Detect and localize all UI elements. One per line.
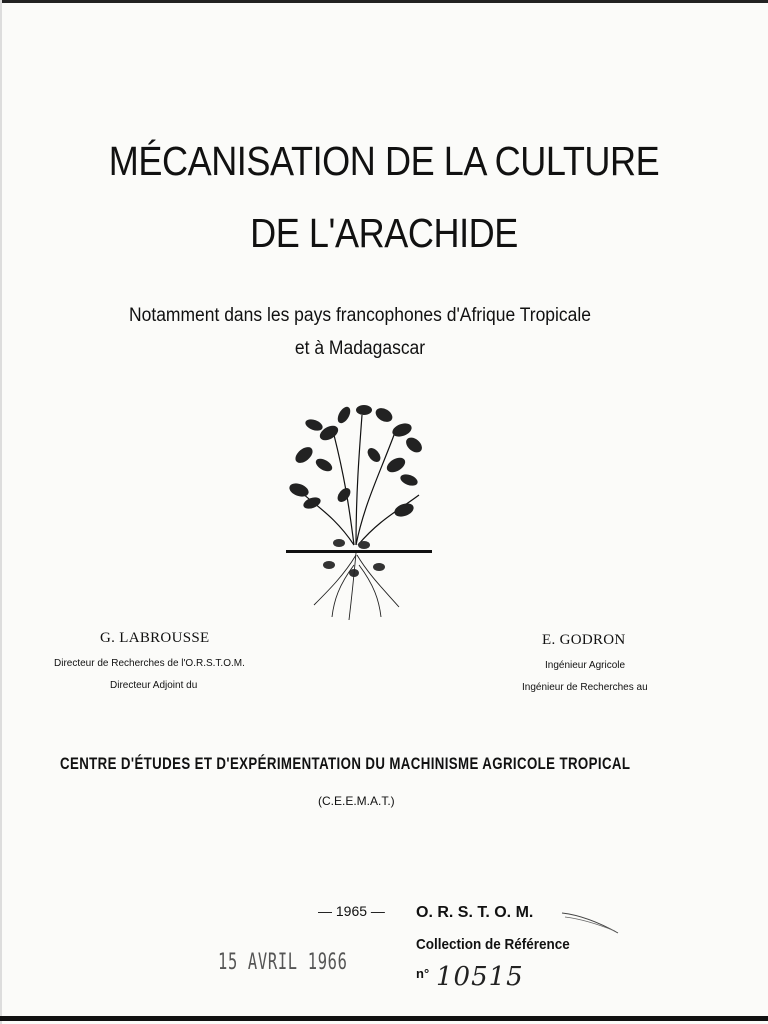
pen-stroke-icon: [560, 905, 620, 935]
author-role-godron-2: Ingénieur de Recherches au: [522, 682, 648, 693]
bottom-border: [0, 1016, 768, 1021]
author-name-godron: E. GODRON: [542, 632, 626, 648]
left-edge: [0, 0, 2, 1024]
institution-acronym: (C.E.E.M.A.T.): [318, 794, 395, 808]
peanut-plant-icon: [284, 395, 434, 625]
author-role-labrousse-2: Directeur Adjoint du: [110, 680, 198, 691]
date-stamp: 15 AVRIL 1966: [218, 950, 348, 975]
author-name-labrousse: G. LABROUSSE: [100, 630, 210, 646]
author-role-labrousse-1: Directeur de Recherches de l'O.R.S.T.O.M.: [54, 658, 245, 669]
subtitle-line-2: et à Madagascar: [294, 338, 426, 359]
publication-year: — 1965 —: [318, 903, 385, 919]
archive-number-label: n°: [416, 966, 430, 981]
title-line-1: MÉCANISATION DE LA CULTURE: [108, 138, 660, 184]
archive-org: O. R. S. T. O. M.: [416, 904, 534, 921]
author-role-godron-1: Ingénieur Agricole: [545, 660, 626, 671]
archive-collection: Collection de Référence: [416, 936, 570, 953]
title-line-2: DE L'ARACHIDE: [250, 210, 518, 256]
archive-number-value: 10515: [436, 962, 524, 992]
subtitle-line-1: Notamment dans les pays francophones d'Afrique Tropicale: [129, 305, 591, 326]
institution-name: CENTRE D'ÉTUDES ET D'EXPÉRIMENTATION DU MACHINISME AGRICOLE TROPICAL: [60, 754, 631, 773]
top-border: [0, 0, 768, 3]
